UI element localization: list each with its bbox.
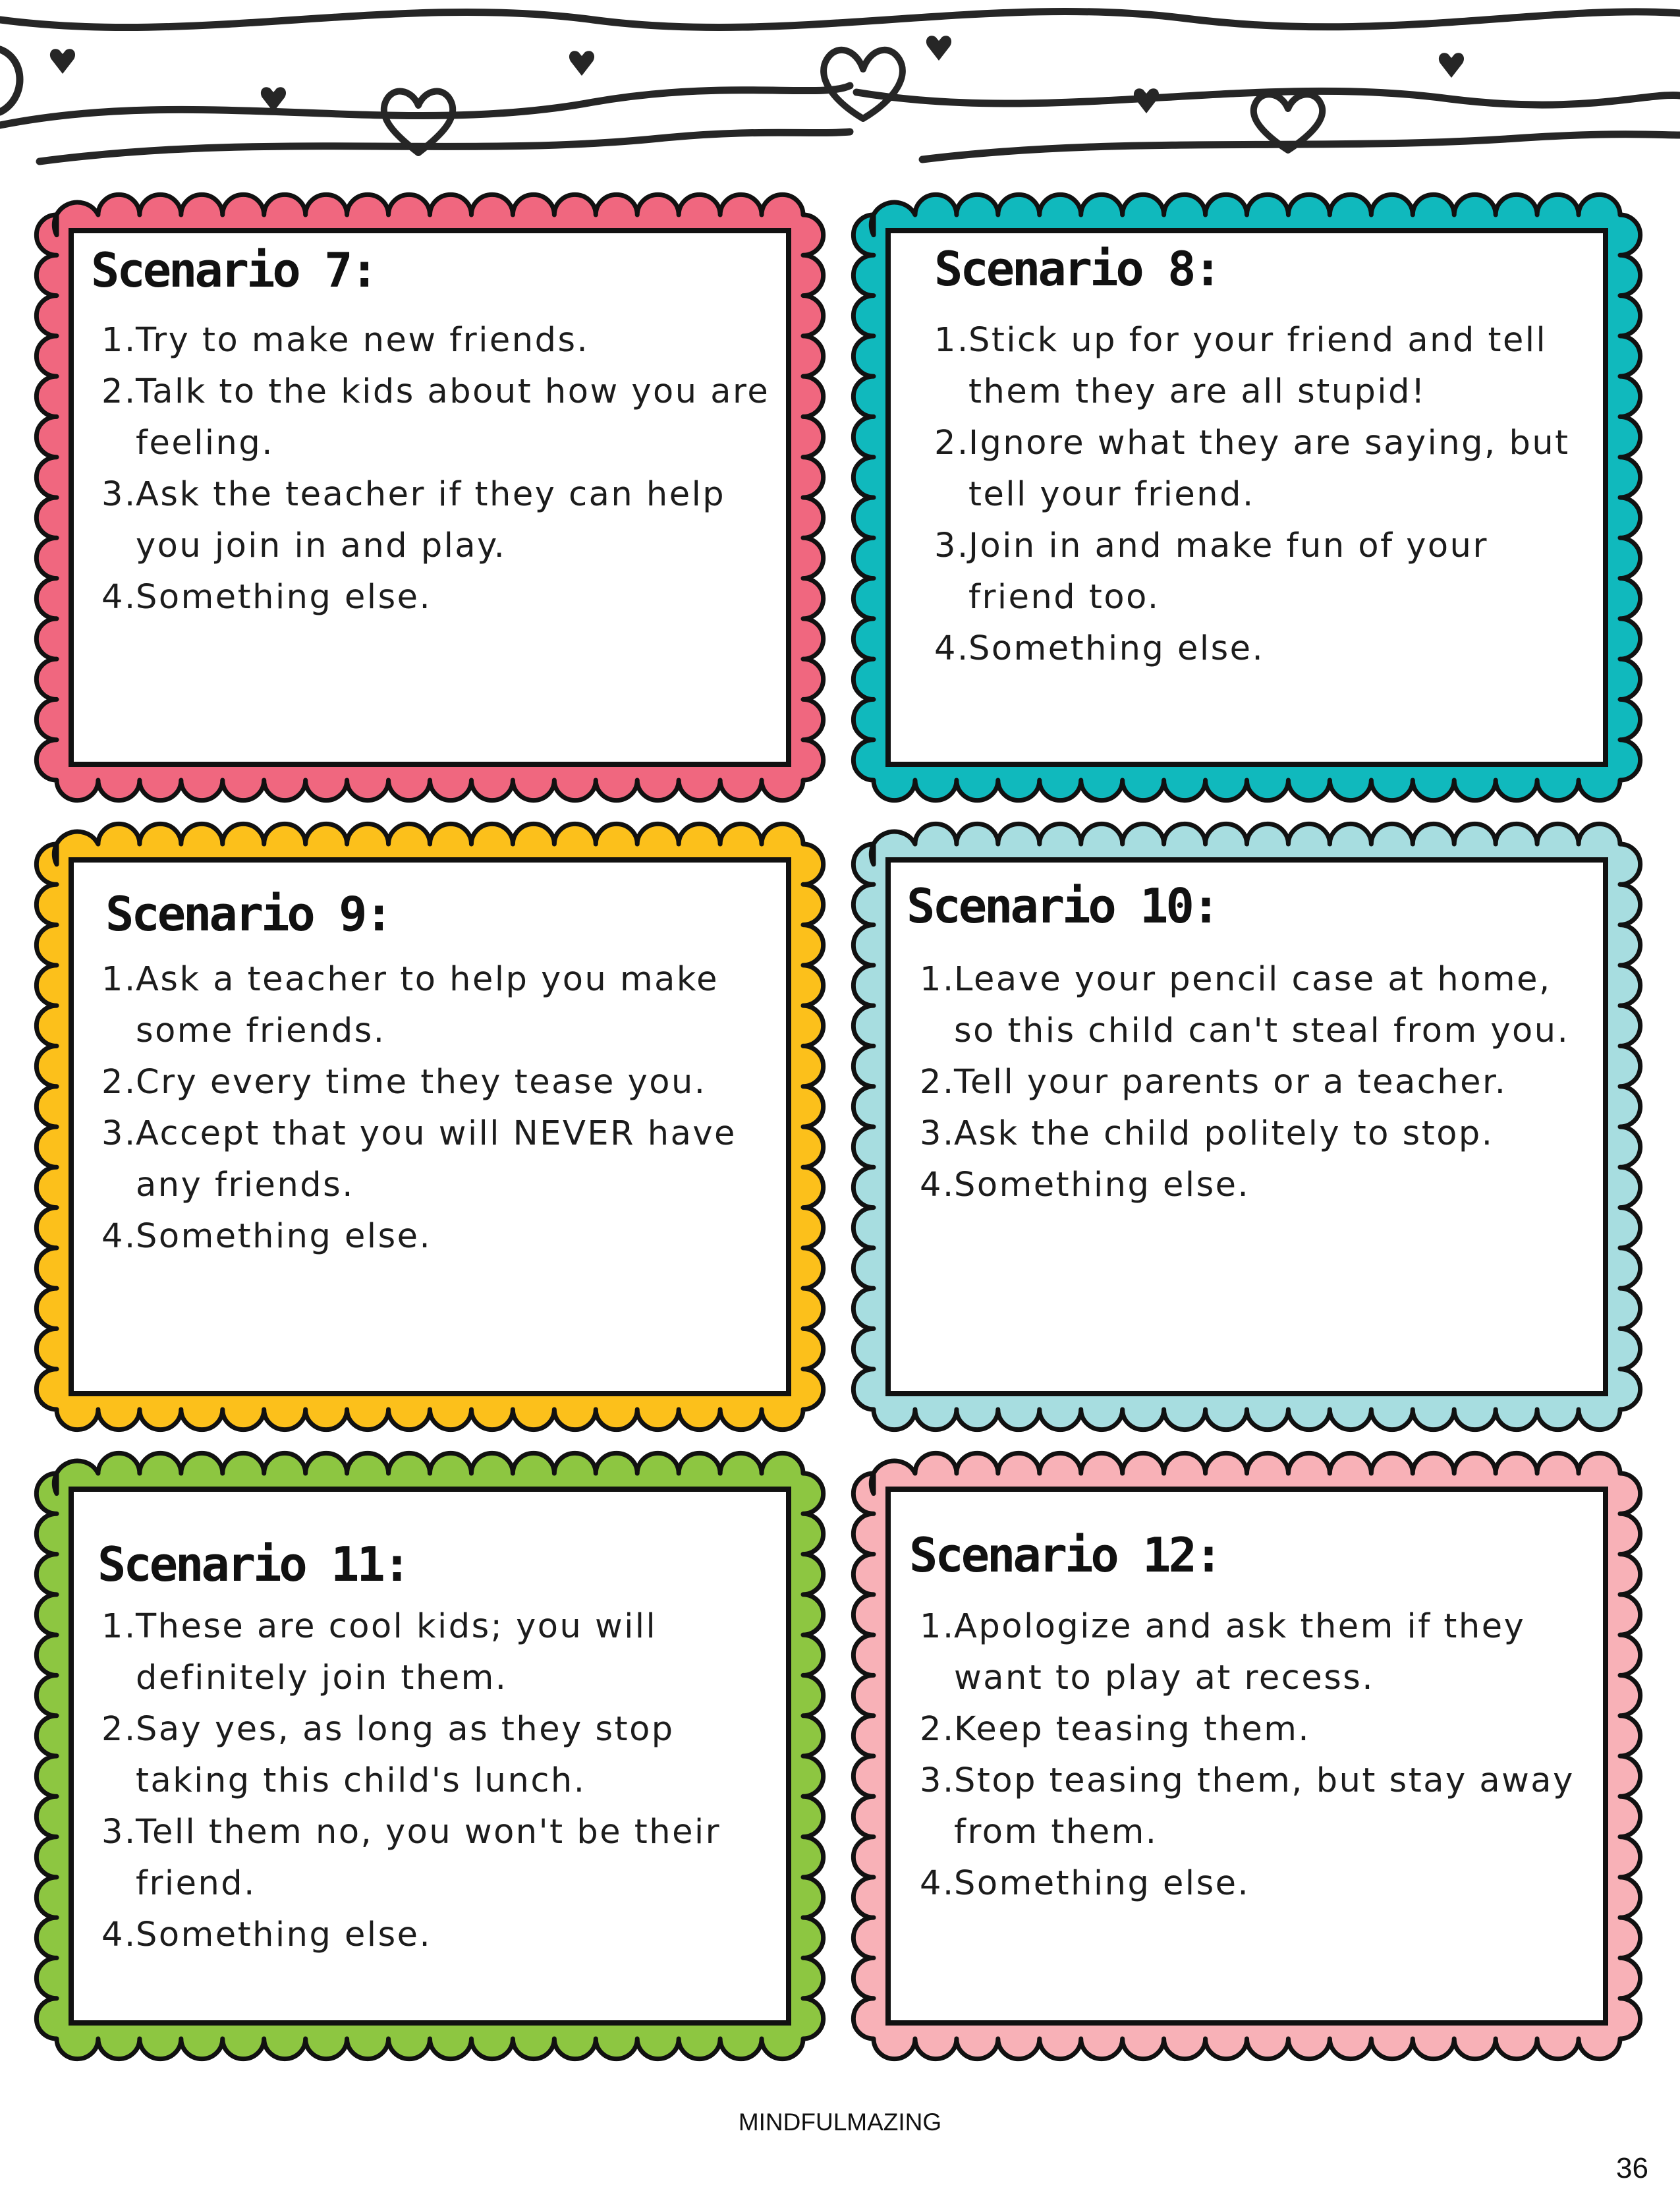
heart-icon	[569, 51, 594, 76]
options-list	[920, 954, 1598, 1211]
option-text: Something else.	[954, 1166, 1250, 1205]
card-title: Scenario 11:	[98, 1537, 409, 1592]
option-text: Something else.	[136, 578, 432, 617]
heart-icon	[824, 50, 903, 119]
list-item	[920, 1704, 1598, 1755]
scenario-card-10	[856, 827, 1637, 1427]
option-number: 2.	[101, 1063, 137, 1102]
option-number: 4.	[101, 578, 137, 617]
option-text: Talk to the kids about how you are feeling.	[136, 372, 770, 463]
option-text: Join in and make fun of your friend too.	[968, 526, 1488, 617]
scenario-card-11	[40, 1456, 820, 2056]
scenario-card-7	[40, 198, 820, 797]
option-text: Ignore what they are saying, but tell your friend.	[968, 424, 1570, 514]
option-number: 4.	[920, 1166, 955, 1205]
option-text: Something else.	[136, 1915, 432, 1954]
list-item	[101, 366, 773, 469]
scenario-card-12	[856, 1456, 1637, 2056]
option-text: Stop teasing them, but stay away from them.	[954, 1761, 1575, 1852]
page-number: 36	[1616, 2152, 1648, 2184]
list-item	[920, 1160, 1598, 1211]
option-number: 3.	[101, 1813, 137, 1852]
option-text: Leave your pencil case at home, so this child can't steal from you.	[954, 960, 1570, 1050]
list-item	[920, 1755, 1598, 1858]
list-item	[934, 623, 1593, 675]
option-text: Accept that you will NEVER have any friends.	[136, 1114, 737, 1205]
list-item	[101, 1807, 773, 1910]
card-title: Scenario 9:	[105, 886, 391, 942]
option-number: 4.	[101, 1217, 137, 1256]
option-number: 2.	[920, 1063, 955, 1102]
options-list	[101, 315, 773, 623]
option-number: 1.	[101, 321, 137, 360]
option-text: Something else.	[968, 629, 1265, 668]
option-number: 1.	[101, 960, 137, 999]
option-number: 3.	[934, 526, 970, 565]
heart-icon	[926, 36, 951, 61]
option-number: 3.	[101, 1114, 137, 1153]
option-text: Say yes, as long as they stop taking this child's lunch.	[136, 1710, 675, 1800]
list-item	[920, 1601, 1598, 1704]
option-text: Try to make new friends.	[136, 321, 590, 360]
option-number: 4.	[934, 629, 970, 668]
list-item	[101, 1704, 773, 1807]
list-item	[934, 521, 1593, 623]
card-title: Scenario 8:	[934, 241, 1219, 297]
option-text: Stick up for your friend and tell them they are all stupid!	[968, 321, 1548, 411]
option-number: 1.	[101, 1607, 137, 1646]
list-item	[101, 1601, 773, 1704]
card-title: Scenario 12:	[909, 1527, 1221, 1583]
option-number: 4.	[101, 1915, 137, 1954]
list-item	[101, 1910, 773, 1961]
options-list	[934, 315, 1593, 675]
option-text: Ask the child politely to stop.	[954, 1114, 1494, 1153]
option-text: Ask a teacher to help you make some friends.	[136, 960, 719, 1050]
list-item	[920, 1858, 1598, 1910]
option-text: Something else.	[136, 1217, 432, 1256]
option-text: Ask the teacher if they can help you join in and play.	[136, 475, 726, 565]
option-number: 1.	[920, 1607, 955, 1646]
heart-icon	[50, 49, 75, 74]
option-text: Tell them no, you won't be their friend.	[136, 1813, 721, 1903]
list-item	[101, 1211, 773, 1263]
heart-icon	[1439, 53, 1464, 78]
option-text: Tell your parents or a teacher.	[954, 1063, 1507, 1102]
list-item	[934, 418, 1593, 521]
option-number: 1.	[920, 960, 955, 999]
option-text: Something else.	[954, 1864, 1250, 1903]
footer-brand: MINDFULMAZING	[738, 2109, 942, 2136]
option-number: 2.	[101, 372, 137, 411]
list-item	[920, 1108, 1598, 1160]
heart-icon	[1134, 88, 1159, 113]
list-item	[101, 954, 773, 1057]
options-list	[920, 1601, 1598, 1910]
scenario-card-9	[40, 827, 820, 1427]
option-number: 4.	[920, 1864, 955, 1903]
options-list	[101, 954, 773, 1263]
list-item	[101, 572, 773, 623]
option-number: 2.	[920, 1710, 955, 1749]
list-item	[101, 315, 773, 366]
list-item	[101, 469, 773, 572]
list-item	[101, 1057, 773, 1108]
card-title: Scenario 10:	[907, 878, 1218, 934]
options-list	[101, 1601, 773, 1961]
option-number: 3.	[101, 475, 137, 514]
option-number: 2.	[101, 1710, 137, 1749]
header-decoration	[0, 0, 1680, 171]
list-item	[101, 1108, 773, 1211]
option-number: 2.	[934, 424, 970, 463]
option-text: Keep teasing them.	[954, 1710, 1311, 1749]
scenario-card-8	[856, 198, 1637, 797]
list-item	[934, 315, 1593, 418]
list-item	[920, 1057, 1598, 1108]
card-title: Scenario 7:	[91, 242, 376, 298]
option-number: 3.	[920, 1761, 955, 1800]
option-text: Cry every time they tease you.	[136, 1063, 707, 1102]
option-number: 3.	[920, 1114, 955, 1153]
option-text: Apologize and ask them if they want to play at recess.	[954, 1607, 1526, 1697]
option-number: 1.	[934, 321, 970, 360]
option-text: These are cool kids; you will definitely join them.	[136, 1607, 658, 1697]
list-item	[920, 954, 1598, 1057]
